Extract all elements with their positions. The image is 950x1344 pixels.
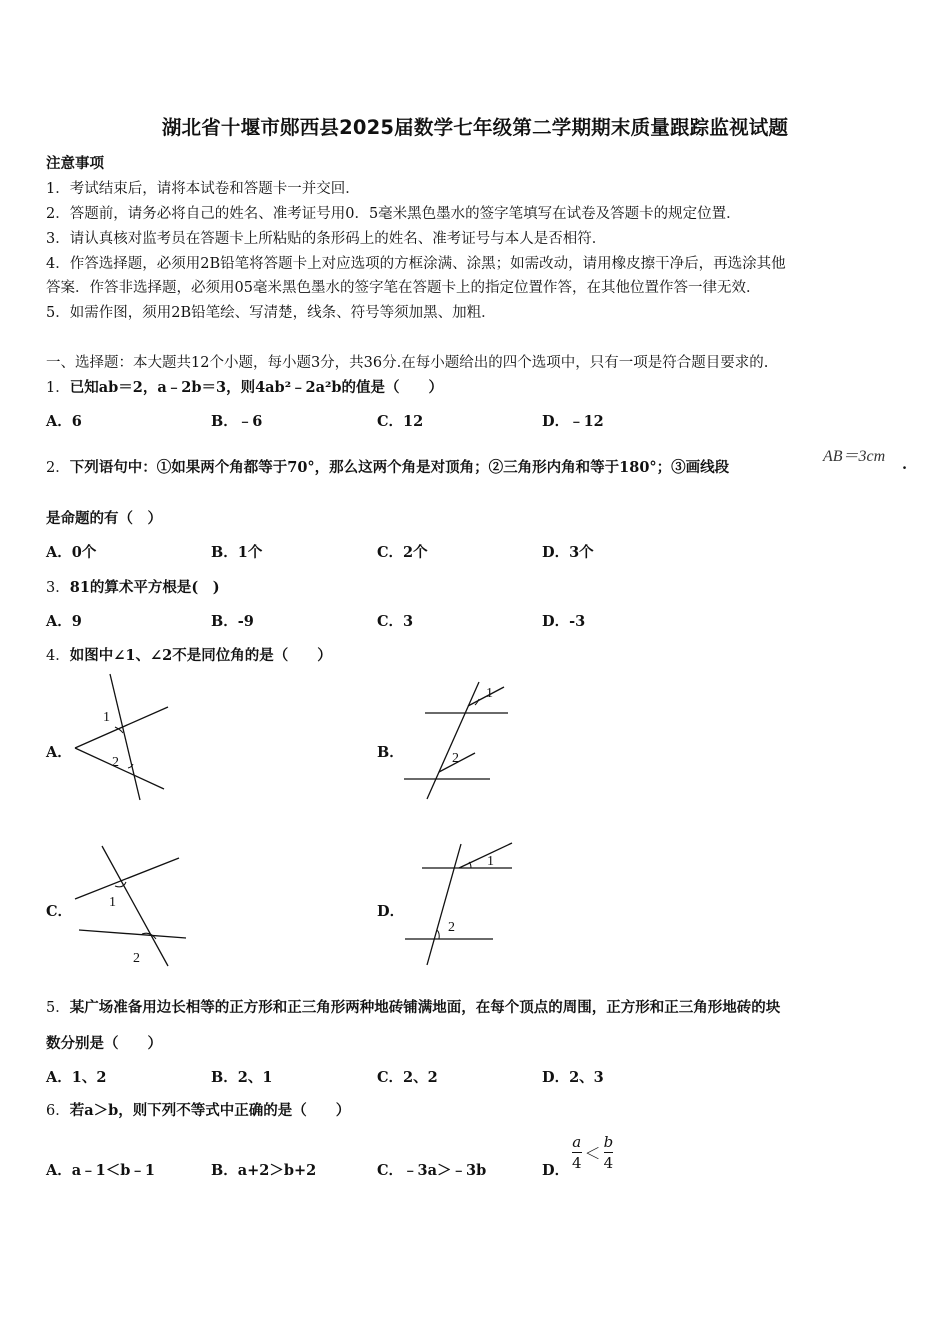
option-a: A．9	[46, 613, 82, 630]
angle-2-label: 2	[448, 920, 455, 935]
question-number: 2．	[46, 460, 70, 476]
question-2	[46, 456, 729, 477]
option-a: A．1、2	[46, 1069, 107, 1086]
angle-2-label: 2	[133, 951, 140, 966]
angle-1-label: 1	[103, 710, 110, 725]
option-a: A．a﹣1＜b﹣1	[46, 1162, 155, 1179]
option-c: C．3	[377, 613, 414, 630]
notice-heading: 注意事项	[46, 155, 104, 172]
fraction-b-over-4	[604, 1132, 614, 1173]
option-c: C．12	[377, 413, 424, 430]
question-5	[46, 996, 780, 1017]
angle-2-label: 2	[452, 751, 459, 766]
question-text: 如图中∠1、∠2不是同位角的是（ ）	[69, 647, 332, 664]
question-5-cont: 数分别是（ ）	[46, 1035, 162, 1052]
question-number: 1．	[46, 380, 70, 396]
figure-label-c: C．	[46, 903, 73, 920]
question-number: 6．	[46, 1103, 70, 1119]
option-d-math	[572, 1132, 613, 1173]
figure-label-b: B．	[377, 744, 404, 761]
page-title: 湖北省十堰市郧西县2025届数学七年级第二学期期末质量跟踪监视试题	[161, 116, 789, 139]
option-a: A．0个	[46, 544, 97, 561]
notice-item: 3．请认真核对监考员在答题卡上所粘贴的条形码上的姓名、准考证号与本人是否相符．	[46, 231, 607, 247]
section-heading: 一、选择题：本大题共12个小题，每小题3分，共36分.在每小题给出的四个选项中，只有一项是符合题目要求的.	[46, 355, 769, 371]
question-end: .	[902, 456, 908, 473]
question-text: 某广场准备用边长相等的正方形和正三角形两种地砖铺满地面，在每个顶点的周围，正方形和正三角形地砖的块	[69, 999, 781, 1016]
option-d: D．﹣12	[542, 413, 604, 430]
angle-2-label: 2	[112, 755, 119, 770]
figure-label-d: D．	[377, 903, 405, 920]
angle-1-label: 1	[486, 686, 493, 701]
question-3	[46, 576, 220, 597]
figure-label-a: A．	[46, 744, 72, 761]
fraction-a-over-4	[572, 1132, 582, 1173]
option-a: A．6	[46, 413, 82, 430]
denominator: 4	[572, 1154, 582, 1172]
question-6	[46, 1099, 350, 1120]
question-number: 4．	[46, 648, 70, 664]
notice-item: 4．作答选择题，必须用2B铅笔将答题卡上对应选项的方框涂满、涂黑；如需改动，请用橡皮擦干净后，再选涂其他	[46, 256, 786, 272]
angle-1-label: 1	[487, 854, 494, 869]
angle-1-label: 1	[109, 895, 116, 910]
option-d: D．3个	[542, 544, 594, 561]
numerator: a	[572, 1133, 582, 1151]
notice-item: 答案．作答非选择题，必须用05毫米黑色墨水的签字笔在答题卡上的指定位置作答，在其他位置作答一律无效．	[46, 280, 761, 296]
option-b: B．-9	[211, 613, 254, 630]
option-d: D．-3	[542, 613, 586, 630]
option-d: D．	[542, 1162, 570, 1179]
option-d: D．2、3	[542, 1069, 604, 1086]
question-number: 3．	[46, 580, 70, 596]
figure-b	[400, 675, 515, 805]
option-b: B．﹣6	[211, 413, 263, 430]
figure-c	[72, 842, 192, 970]
denominator: 4	[603, 1154, 614, 1172]
option-b: B．a+2＞b+2	[211, 1162, 317, 1179]
notice-item: 5．如需作图，须用2B铅笔绘、写清楚，线条、符号等须加黑、加粗．	[46, 305, 496, 321]
option-c: C．2个	[377, 544, 428, 561]
notice-item: 2．答题前，请务必将自己的姓名、准考证号用0．5毫米黑色墨水的签字笔填写在试卷及答题卡的规定位置．	[46, 206, 741, 222]
numerator: b	[603, 1133, 614, 1151]
option-b: B．1个	[211, 544, 263, 561]
option-c: C．﹣3a＞﹣3b	[377, 1162, 487, 1179]
question-2-cont: 是命题的有（ ）	[46, 510, 162, 527]
question-1	[46, 376, 443, 397]
question-text: 若a＞b，则下列不等式中正确的是（ ）	[69, 1102, 351, 1119]
option-c: C．2、2	[377, 1069, 438, 1086]
question-text: 下列语句中：①如果两个角都等于70°，那么这两个角是对顶角；②三角形内角和等于180°；③画线段	[69, 459, 730, 476]
question-text: 81的算术平方根是( )	[69, 579, 220, 596]
less-than-sign: ＜	[584, 1144, 601, 1163]
figure-a	[66, 670, 176, 805]
option-b: B．2、1	[211, 1069, 273, 1086]
question-text: 已知ab＝2，a﹣2b＝3，则4ab²﹣2a²b的值是（ ）	[69, 379, 444, 396]
question-number: 5．	[46, 1000, 70, 1016]
notice-item: 1．考试结束后，请将本试卷和答题卡一并交回．	[46, 181, 360, 197]
math-ab-3cm: AB＝3cm	[823, 448, 886, 465]
question-4	[46, 644, 332, 665]
figure-d	[400, 835, 520, 970]
